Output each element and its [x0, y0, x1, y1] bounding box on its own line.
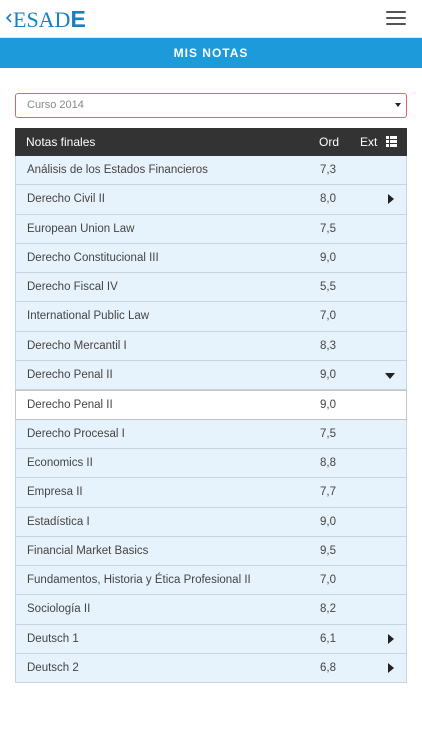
table-header	[15, 128, 407, 156]
ordinary-grade: 8,8	[320, 456, 336, 469]
table-row[interactable]	[15, 537, 407, 566]
subject-name: Derecho Fiscal IV	[27, 281, 118, 294]
logo-main: ESAD	[13, 7, 71, 32]
ordinary-grade: 7,7	[320, 486, 336, 499]
course-select-value: Curso 2014	[27, 99, 84, 111]
subject-name: International Public Law	[27, 310, 150, 323]
subject-name: Fundamentos, Historia y Ética Profesional II	[27, 574, 251, 587]
subject-name: Análisis de los Estados Financieros	[27, 164, 208, 176]
ordinary-grade: 7,3	[320, 164, 336, 176]
subject-name: Derecho Procesal I	[27, 427, 125, 440]
subject-name: Sociología II	[27, 603, 91, 616]
table-row[interactable]	[15, 449, 407, 478]
table-row[interactable]	[15, 508, 407, 537]
esade-logo[interactable]	[13, 6, 86, 33]
table-row[interactable]	[15, 156, 407, 185]
subject-name: Empresa II	[27, 486, 83, 499]
table-row[interactable]	[15, 332, 407, 361]
collapse-arrow-down-icon[interactable]	[385, 373, 395, 379]
ordinary-grade: 9,0	[320, 251, 336, 264]
top-bar	[0, 0, 422, 38]
subject-name: Derecho Penal II	[27, 399, 113, 412]
table-row[interactable]	[15, 420, 407, 449]
column-header-name: Notas finales	[26, 135, 96, 149]
subject-name: Derecho Mercantil I	[27, 339, 127, 352]
expand-arrow-right-icon[interactable]	[388, 194, 394, 204]
expand-arrow-right-icon[interactable]	[388, 634, 394, 644]
subject-name: Deutsch 1	[27, 632, 79, 645]
ordinary-grade: 9,0	[320, 399, 336, 412]
table-row[interactable]	[15, 273, 407, 302]
subject-name: Financial Market Basics	[27, 544, 149, 557]
subject-name: Economics II	[27, 456, 93, 469]
table-row-detail[interactable]	[15, 390, 407, 419]
column-header-ext: Ext	[360, 135, 378, 149]
list-view-icon[interactable]	[386, 136, 397, 147]
subject-name: Estadística I	[27, 515, 90, 528]
grades-table	[15, 128, 407, 683]
ordinary-grade: 9,0	[320, 369, 336, 382]
table-row[interactable]	[15, 625, 407, 654]
subject-name: Deutsch 2	[27, 662, 79, 675]
hamburger-menu-icon[interactable]	[386, 11, 406, 27]
table-row[interactable]	[15, 566, 407, 595]
ordinary-grade: 6,1	[320, 632, 336, 645]
ordinary-grade: 7,0	[320, 574, 336, 587]
table-row[interactable]	[15, 478, 407, 507]
table-body	[15, 156, 407, 683]
ordinary-grade: 8,0	[320, 193, 336, 206]
ordinary-grade: 9,0	[320, 515, 336, 528]
expand-arrow-right-icon[interactable]	[388, 663, 394, 673]
table-row[interactable]	[15, 215, 407, 244]
table-row[interactable]	[15, 244, 407, 273]
ordinary-grade: 8,2	[320, 603, 336, 616]
table-row[interactable]	[15, 361, 407, 390]
ordinary-grade: 8,3	[320, 339, 336, 352]
ordinary-grade: 6,8	[320, 662, 336, 675]
ordinary-grade: 7,0	[320, 310, 336, 323]
subject-name: Derecho Civil II	[27, 193, 105, 206]
course-select[interactable]	[15, 93, 407, 118]
ordinary-grade: 9,5	[320, 544, 336, 557]
subject-name: Derecho Penal II	[27, 369, 113, 382]
table-row[interactable]	[15, 595, 407, 624]
ordinary-grade: 5,5	[320, 281, 336, 294]
table-row[interactable]	[15, 185, 407, 214]
page-title: MIS NOTAS	[0, 38, 422, 68]
logo-bold: E	[70, 6, 86, 32]
subject-name: European Union Law	[27, 222, 135, 235]
table-row[interactable]	[15, 302, 407, 331]
ordinary-grade: 7,5	[320, 427, 336, 440]
ordinary-grade: 7,5	[320, 222, 336, 235]
table-row[interactable]	[15, 654, 407, 683]
dropdown-caret-icon	[395, 103, 401, 107]
subject-name: Derecho Constitucional III	[27, 251, 159, 264]
column-header-ord: Ord	[319, 135, 340, 149]
